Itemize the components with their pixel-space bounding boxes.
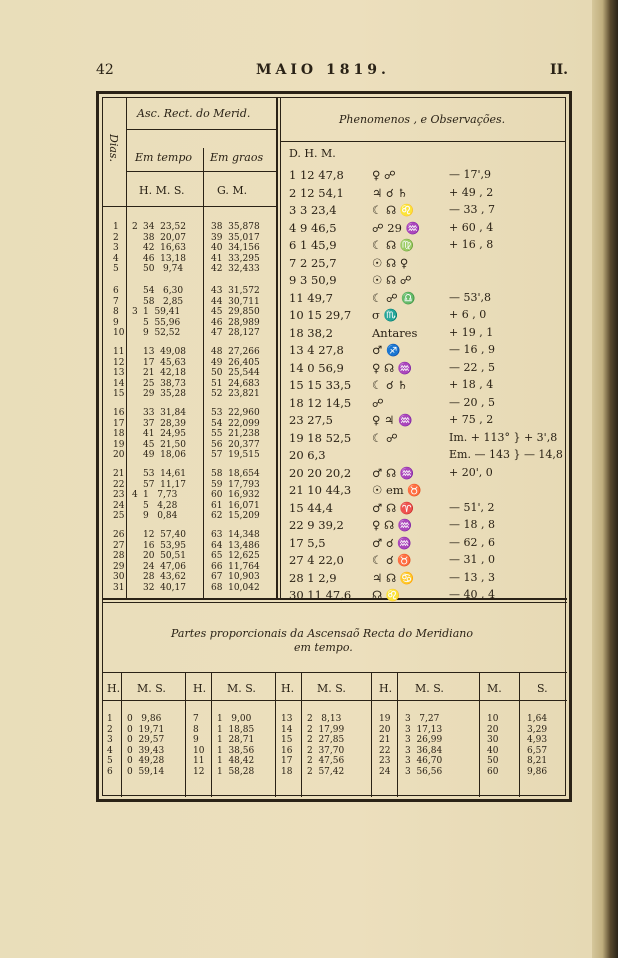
- time-group-2: 54 6,30 58 2,85 1 59,41 5 55,96 9 52,52: [143, 286, 184, 339]
- observation-dhm: 18 12 14,5: [289, 395, 352, 410]
- observation-dhm: 30 11 47,6: [289, 588, 352, 602]
- observation-sym: ♂ ☊ ♒: [372, 465, 415, 480]
- observation-sym: ♂ ☊ ♈: [372, 500, 415, 515]
- observation-val: — 62 , 6: [449, 535, 495, 549]
- proportional-column: 0 9,86 0 19,71 0 29,57 0 39,43 0 49,28 0 59,14: [127, 714, 165, 777]
- time-group-5: 53 14,61 57 11,17 1 7,73 5 4,28 9 0,84: [143, 469, 186, 522]
- observation-dhm: 20 20 20,2: [289, 465, 352, 480]
- observation-dhm: 21 10 44,3: [289, 483, 352, 497]
- hline-dias: [103, 206, 126, 207]
- divider-dias: [126, 98, 127, 598]
- proportional-title-2: em tempo.: [294, 641, 353, 654]
- observation-val: — 17',9: [449, 168, 492, 181]
- deg-group-2: 43 31,572 44 30,711 45 29,850 46 28,989 47 28,127: [211, 286, 260, 339]
- observation-dhm: 17 5,5: [289, 535, 326, 550]
- hline-prop-title: [103, 672, 567, 673]
- observation-sym: ☾ ☊ ♍: [372, 238, 415, 252]
- proportional-divider: [185, 672, 186, 797]
- em-graos-header: Em graos: [210, 151, 264, 164]
- observation-dhm: 20 6,3: [289, 448, 326, 462]
- proportional-column: 7 8 9 10 11 12: [193, 714, 205, 777]
- divider-left-right-2: [280, 98, 281, 598]
- observation-val: — 18 , 8: [449, 518, 495, 531]
- gm-header: G. M.: [217, 184, 248, 197]
- observation-val: — 53',8: [449, 290, 492, 304]
- days-group-1: 1 2 3 4 5: [113, 222, 119, 275]
- proportional-header: M. S.: [415, 682, 444, 695]
- proportional-column: 10 20 30 40 50 60: [487, 714, 499, 777]
- proportional-header: H.: [193, 682, 207, 695]
- days-group-3: 11 12 13 14 15: [113, 347, 125, 400]
- observation-dhm: 10 15 29,7: [289, 308, 352, 322]
- observation-val: Em. — 143 } — 14,8: [449, 448, 563, 461]
- observation-val: + 16 , 8: [449, 238, 494, 251]
- observation-sym: ♃ ☊ ♋: [372, 570, 415, 585]
- proportional-column: 2 8,13 2 17,99 2 27,85 2 37,70 2 47,56 2 57,42: [307, 714, 345, 777]
- observation-dhm: 2 12 54,1: [289, 185, 344, 200]
- observation-sym: ☉ ☊ ☍: [372, 273, 412, 287]
- page-header: [96, 62, 568, 82]
- observation-val: — 40 , 4: [449, 588, 495, 601]
- deg-group-6: 63 14,348 64 13,486 65 12,625 66 11,764 67 10,903 68 10,042: [211, 530, 260, 593]
- observation-sym: ☉ em ♉: [372, 483, 422, 497]
- deg-group-4: 53 22,960 54 22,099 55 21,238 56 20,377 57 19,515: [211, 408, 260, 461]
- hline-em: [126, 171, 276, 172]
- hour-group-1: 2: [132, 222, 138, 232]
- proportional-column: 1 9,00 1 18,85 1 28,71 1 38,56 1 48,42 1 58,28: [217, 714, 255, 777]
- proportional-divider: [121, 672, 122, 797]
- page-title: MAIO 1819.: [256, 62, 390, 78]
- divider-left-right: [276, 98, 278, 598]
- observation-dhm: 9 3 50,9: [289, 273, 337, 287]
- days-group-5: 21 22 23 24 25: [113, 469, 125, 522]
- proportional-divider: [211, 672, 212, 797]
- observation-sym: ☍ 29 ♒: [372, 220, 420, 235]
- observation-val: + 18 , 4: [449, 378, 494, 391]
- page-roman-numeral: II.: [550, 62, 568, 78]
- proportional-divider: [397, 672, 398, 797]
- observation-sym: ♀ ☊ ♒: [372, 518, 413, 532]
- proportional-title-1: Partes proporcionais da Ascensaõ Recta do Meridiano: [171, 627, 473, 640]
- observation-val: — 16 , 9: [449, 343, 495, 356]
- observation-dhm: 18 38,2: [289, 325, 333, 340]
- observation-val: + 60 , 4: [449, 220, 494, 234]
- observation-dhm: 7 2 25,7: [289, 255, 337, 270]
- hline-phen: [281, 141, 566, 142]
- proportional-divider: [301, 672, 302, 797]
- observation-val: — 33 , 7: [449, 203, 495, 216]
- time-group-4: 33 31,84 37 28,39 41 24,95 45 21,50 49 18,06: [143, 408, 186, 461]
- proportional-header: M. S.: [137, 682, 166, 695]
- observation-sym: ♂ ♐: [372, 343, 401, 357]
- observation-sym: ☾ ☍ ♎: [372, 290, 416, 305]
- deg-group-1: 38 35,878 39 35,017 40 34,156 41 33,295 42 32,433: [211, 222, 260, 275]
- proportional-header: M. S.: [227, 682, 256, 695]
- observation-val: + 6 , 0: [449, 308, 487, 321]
- proportional-header: M. S.: [317, 682, 346, 695]
- hline-prop-header: [103, 700, 567, 701]
- observation-dhm: 4 9 46,5: [289, 220, 337, 235]
- proportional-header: S.: [537, 682, 548, 695]
- time-group-1: 34 23,52 38 20,07 42 16,63 46 13,18 50 9,74: [143, 222, 186, 275]
- days-group-6: 26 27 28 29 30 31: [113, 530, 125, 593]
- observation-dhm: 15 44,4: [289, 500, 333, 515]
- observation-sym: Antares: [372, 325, 418, 340]
- proportional-header: H.: [107, 682, 121, 695]
- observation-dhm: 6 1 45,9: [289, 238, 337, 252]
- days-group-2: 6 7 8 9 10: [113, 286, 125, 339]
- observation-val: — 13 , 3: [449, 570, 495, 584]
- observation-dhm: 3 3 23,4: [289, 203, 337, 217]
- observation-sym: ♀ ♃ ♒: [372, 413, 413, 427]
- observation-sym: ♀ ☍: [372, 168, 396, 182]
- observation-dhm: 11 49,7: [289, 290, 333, 305]
- proportional-divider: [519, 672, 520, 797]
- observation-val: — 20 , 5: [449, 395, 495, 409]
- observation-val: + 19 , 1: [449, 325, 494, 339]
- divider-tempo-graos: [203, 148, 204, 598]
- observation-sym: ☾ ☊ ♌: [372, 203, 415, 217]
- observation-val: + 20', 0: [449, 465, 493, 479]
- hline-asc: [126, 129, 276, 130]
- observation-dhm: 19 18 52,5: [289, 430, 352, 445]
- observation-val: — 51', 2: [449, 500, 495, 514]
- dias-header: Dias.: [107, 134, 120, 163]
- dhm-header: D. H. M.: [289, 147, 336, 160]
- proportional-column: 1,64 3,29 4,93 6,57 8,21 9,86: [527, 714, 548, 777]
- observation-dhm: 13 4 27,8: [289, 343, 344, 357]
- hline-hms: [126, 206, 276, 207]
- hour-group-2: 3: [132, 307, 138, 317]
- observation-dhm: 22 9 39,2: [289, 518, 344, 532]
- observation-val: + 49 , 2: [449, 185, 494, 199]
- observation-sym: ♀ ☊ ♒: [372, 360, 413, 375]
- almanac-table: [96, 91, 572, 802]
- proportional-column: 13 14 15 16 17 18: [281, 714, 293, 777]
- observation-sym: ♂ ☌ ♒: [372, 535, 412, 550]
- deg-group-3: 48 27,266 49 26,405 50 25,544 51 24,683 52 23,821: [211, 347, 260, 400]
- observation-sym: σ ♏: [372, 308, 398, 322]
- proportional-column: 1 2 3 4 5 6: [107, 714, 113, 777]
- observation-val: — 31 , 0: [449, 553, 495, 566]
- book-spine: [592, 0, 618, 958]
- phenomenos-header: Phenomenos , e Observações.: [339, 113, 506, 126]
- time-group-3: 13 49,08 17 45,63 21 42,18 25 38,73 29 35,28: [143, 347, 186, 400]
- proportional-divider: [479, 672, 480, 797]
- observation-dhm: 1 12 47,8: [289, 168, 344, 182]
- observation-dhm: 14 0 56,9: [289, 360, 344, 375]
- observation-val: Im. + 113° } + 3',8: [449, 430, 558, 444]
- observation-dhm: 28 1 2,9: [289, 570, 337, 585]
- deg-group-5: 58 18,654 59 17,793 60 16,932 61 16,071 62 15,209: [211, 469, 260, 522]
- days-group-4: 16 17 18 19 20: [113, 408, 125, 461]
- hour-group-5: 4: [132, 490, 138, 500]
- observation-val: + 75 , 2: [449, 413, 494, 426]
- observation-sym: ☉ ☊ ♀: [372, 255, 409, 270]
- observation-val: — 22 , 5: [449, 360, 495, 374]
- proportional-header: H.: [379, 682, 393, 695]
- observation-sym: ☾ ☌ ♄: [372, 378, 408, 392]
- proportional-divider: [371, 672, 372, 797]
- observation-sym: ☾ ☌ ♉: [372, 553, 412, 567]
- observation-sym: ☍: [372, 395, 384, 410]
- proportional-header: M.: [487, 682, 502, 695]
- time-group-6: 12 57,40 16 53,95 20 50,51 24 47,06 28 43,62 32 40,17: [143, 530, 186, 593]
- observation-dhm: 15 15 33,5: [289, 378, 352, 392]
- proportional-column: 19 20 21 22 23 24: [379, 714, 391, 777]
- observation-sym: ♃ ☌ ♄: [372, 185, 408, 200]
- em-tempo-header: Em tempo: [135, 151, 192, 164]
- observation-sym: ☾ ☍: [372, 430, 398, 445]
- proportional-divider: [275, 672, 276, 797]
- page-number: 42: [96, 62, 114, 78]
- observation-dhm: 23 27,5: [289, 413, 333, 427]
- hms-header: H. M. S.: [139, 184, 185, 197]
- observation-dhm: 27 4 22,0: [289, 553, 344, 567]
- proportional-header: H.: [281, 682, 295, 695]
- proportional-column: 3 7,27 3 17,13 3 26,99 3 36,84 3 46,70 3 56,56: [405, 714, 443, 777]
- observation-sym: ☊ ♌: [372, 588, 401, 602]
- asc-header: Asc. Rect. do Merid.: [137, 107, 251, 120]
